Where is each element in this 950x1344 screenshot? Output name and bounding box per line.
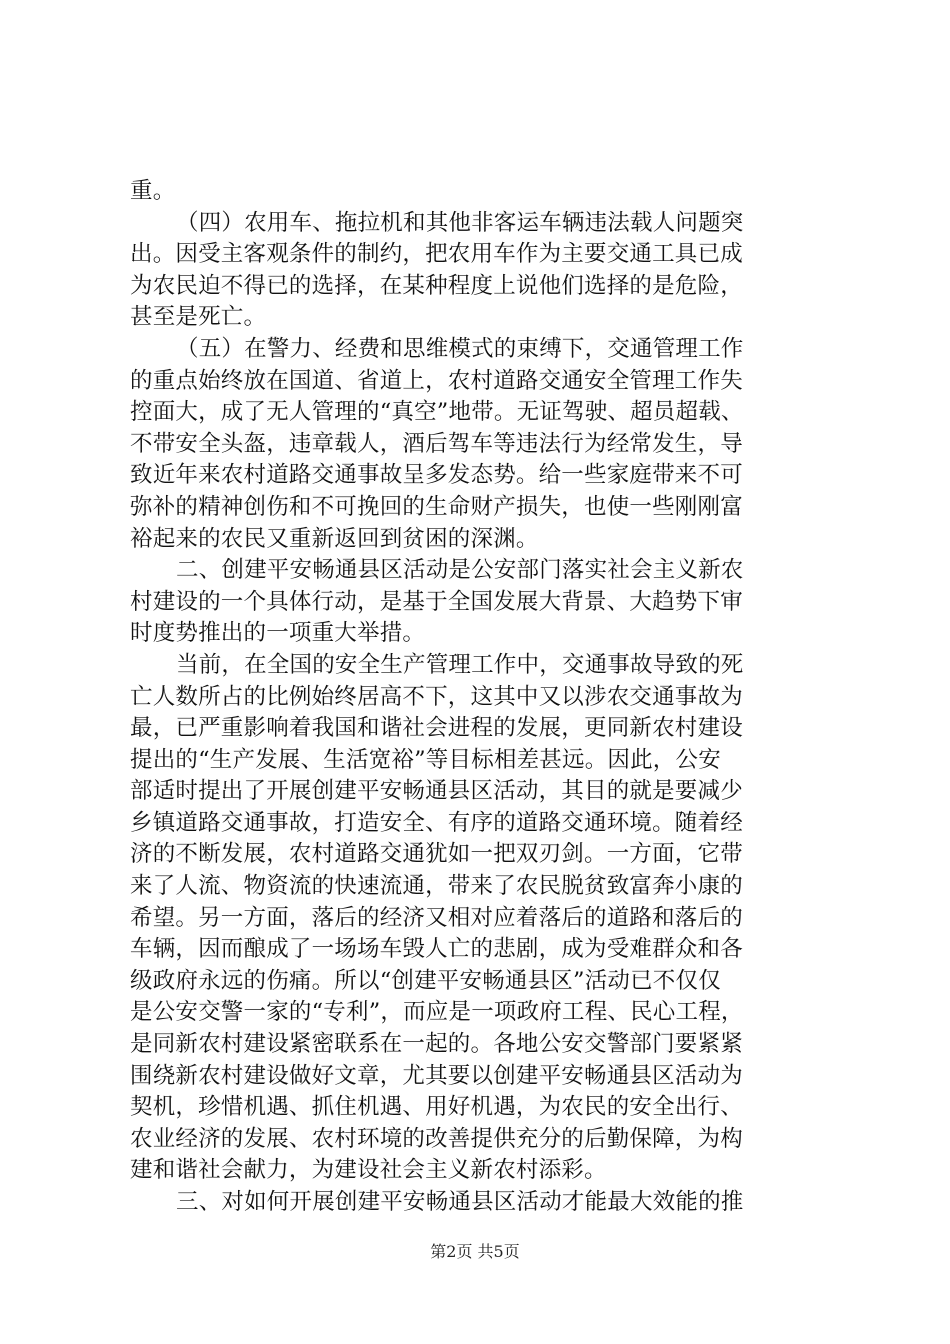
page-footer: 第2页 共5页: [430, 1242, 520, 1261]
text-line: 部适时提出了开展创建平安畅通县区活动，其目的就是要减少: [130, 778, 743, 805]
text-line: 乡镇道路交通事故，打造安全、有序的道路交通环境。随着经: [130, 809, 743, 836]
text-line: 车辆，因而酿成了一场场车毁人亡的悲剧，成为受难群众和各: [130, 936, 743, 963]
paragraph-first-line: （四）农用车、拖拉机和其他非客运车辆违法载人问题突: [176, 209, 744, 236]
text-line: 级政府永远的伤痛。所以“创建平安畅通县区”活动已不仅仅: [130, 967, 721, 994]
text-line: 契机，珍惜机遇、抓住机遇、用好机遇，为农民的安全出行、: [130, 1094, 743, 1121]
text-line: 致近年来农村道路交通事故呈多发态势。给一些家庭带来不可: [130, 462, 743, 489]
text-line: 来了人流、物资流的快速流通，带来了农民脱贫致富奔小康的: [130, 873, 743, 900]
paragraph-first-line: 当前，在全国的安全生产管理工作中，交通事故导致的死: [176, 651, 744, 678]
text-line: 村建设的一个具体行动，是基于全国发展大背景、大趋势下审: [130, 588, 743, 615]
text-line: 提出的“生产发展、生活宽裕”等目标相差甚远。因此，公安: [130, 746, 721, 773]
text-line: 甚至是死亡。: [130, 304, 267, 331]
text-line: 围绕新农村建设做好文章，尤其要以创建平安畅通县区活动为: [130, 1062, 743, 1089]
document-body: [130, 176, 830, 1219]
text-line: 亡人数所占的比例始终居高不下，这其中又以涉农交通事故为: [130, 683, 743, 710]
text-line: 济的不断发展，农村道路交通犹如一把双刃剑。一方面，它带: [130, 841, 743, 868]
text-line: 重。: [130, 178, 176, 204]
text-line: 为农民迫不得已的选择，在某种程度上说他们选择的是危险，: [130, 272, 743, 299]
paragraph-first-line: （五）在警力、经费和思维模式的束缚下，交通管理工作: [176, 335, 744, 362]
text-line: 裕起来的农民又重新返回到贫困的深渊。: [130, 525, 539, 552]
text-line: 弥补的精神创伤和不可挽回的生命财产损失，也使一些刚刚富: [130, 493, 743, 520]
text-line: 不带安全头盔，违章载人，酒后驾车等违法行为经常发生，导: [130, 430, 743, 457]
text-line: 控面大，成了无人管理的“真空”地带。无证驾驶、超员超载、: [130, 399, 744, 426]
text-line: 建和谐社会献力，为建设社会主义新农村添彩。: [130, 1157, 607, 1184]
text-line: 农业经济的发展、农村环境的改善提供充分的后勤保障，为构: [130, 1125, 743, 1152]
text-line: 是公安交警一家的“专利”，而应是一项政府工程、民心工程，: [130, 999, 744, 1026]
text-line: 的重点始终放在国道、省道上，农村道路交通安全管理工作失: [130, 367, 743, 394]
text-line: 出。因受主客观条件的制约，把农用车作为主要交通工具已成: [130, 241, 743, 268]
text-line: 最，已严重影响着我国和谐社会进程的发展，更同新农村建设: [130, 715, 743, 742]
paragraph-first-line: 三、对如何开展创建平安畅通县区活动才能最大效能的推: [176, 1189, 744, 1215]
text-line: 时度势推出的一项重大举措。: [130, 620, 426, 647]
text-line: 希望。另一方面，落后的经济又相对应着落后的道路和落后的: [130, 904, 743, 931]
text-line: 是同新农村建设紧密联系在一起的。各地公安交警部门要紧紧: [130, 1031, 743, 1058]
paragraph-first-line: 二、创建平安畅通县区活动是公安部门落实社会主义新农: [176, 557, 744, 584]
